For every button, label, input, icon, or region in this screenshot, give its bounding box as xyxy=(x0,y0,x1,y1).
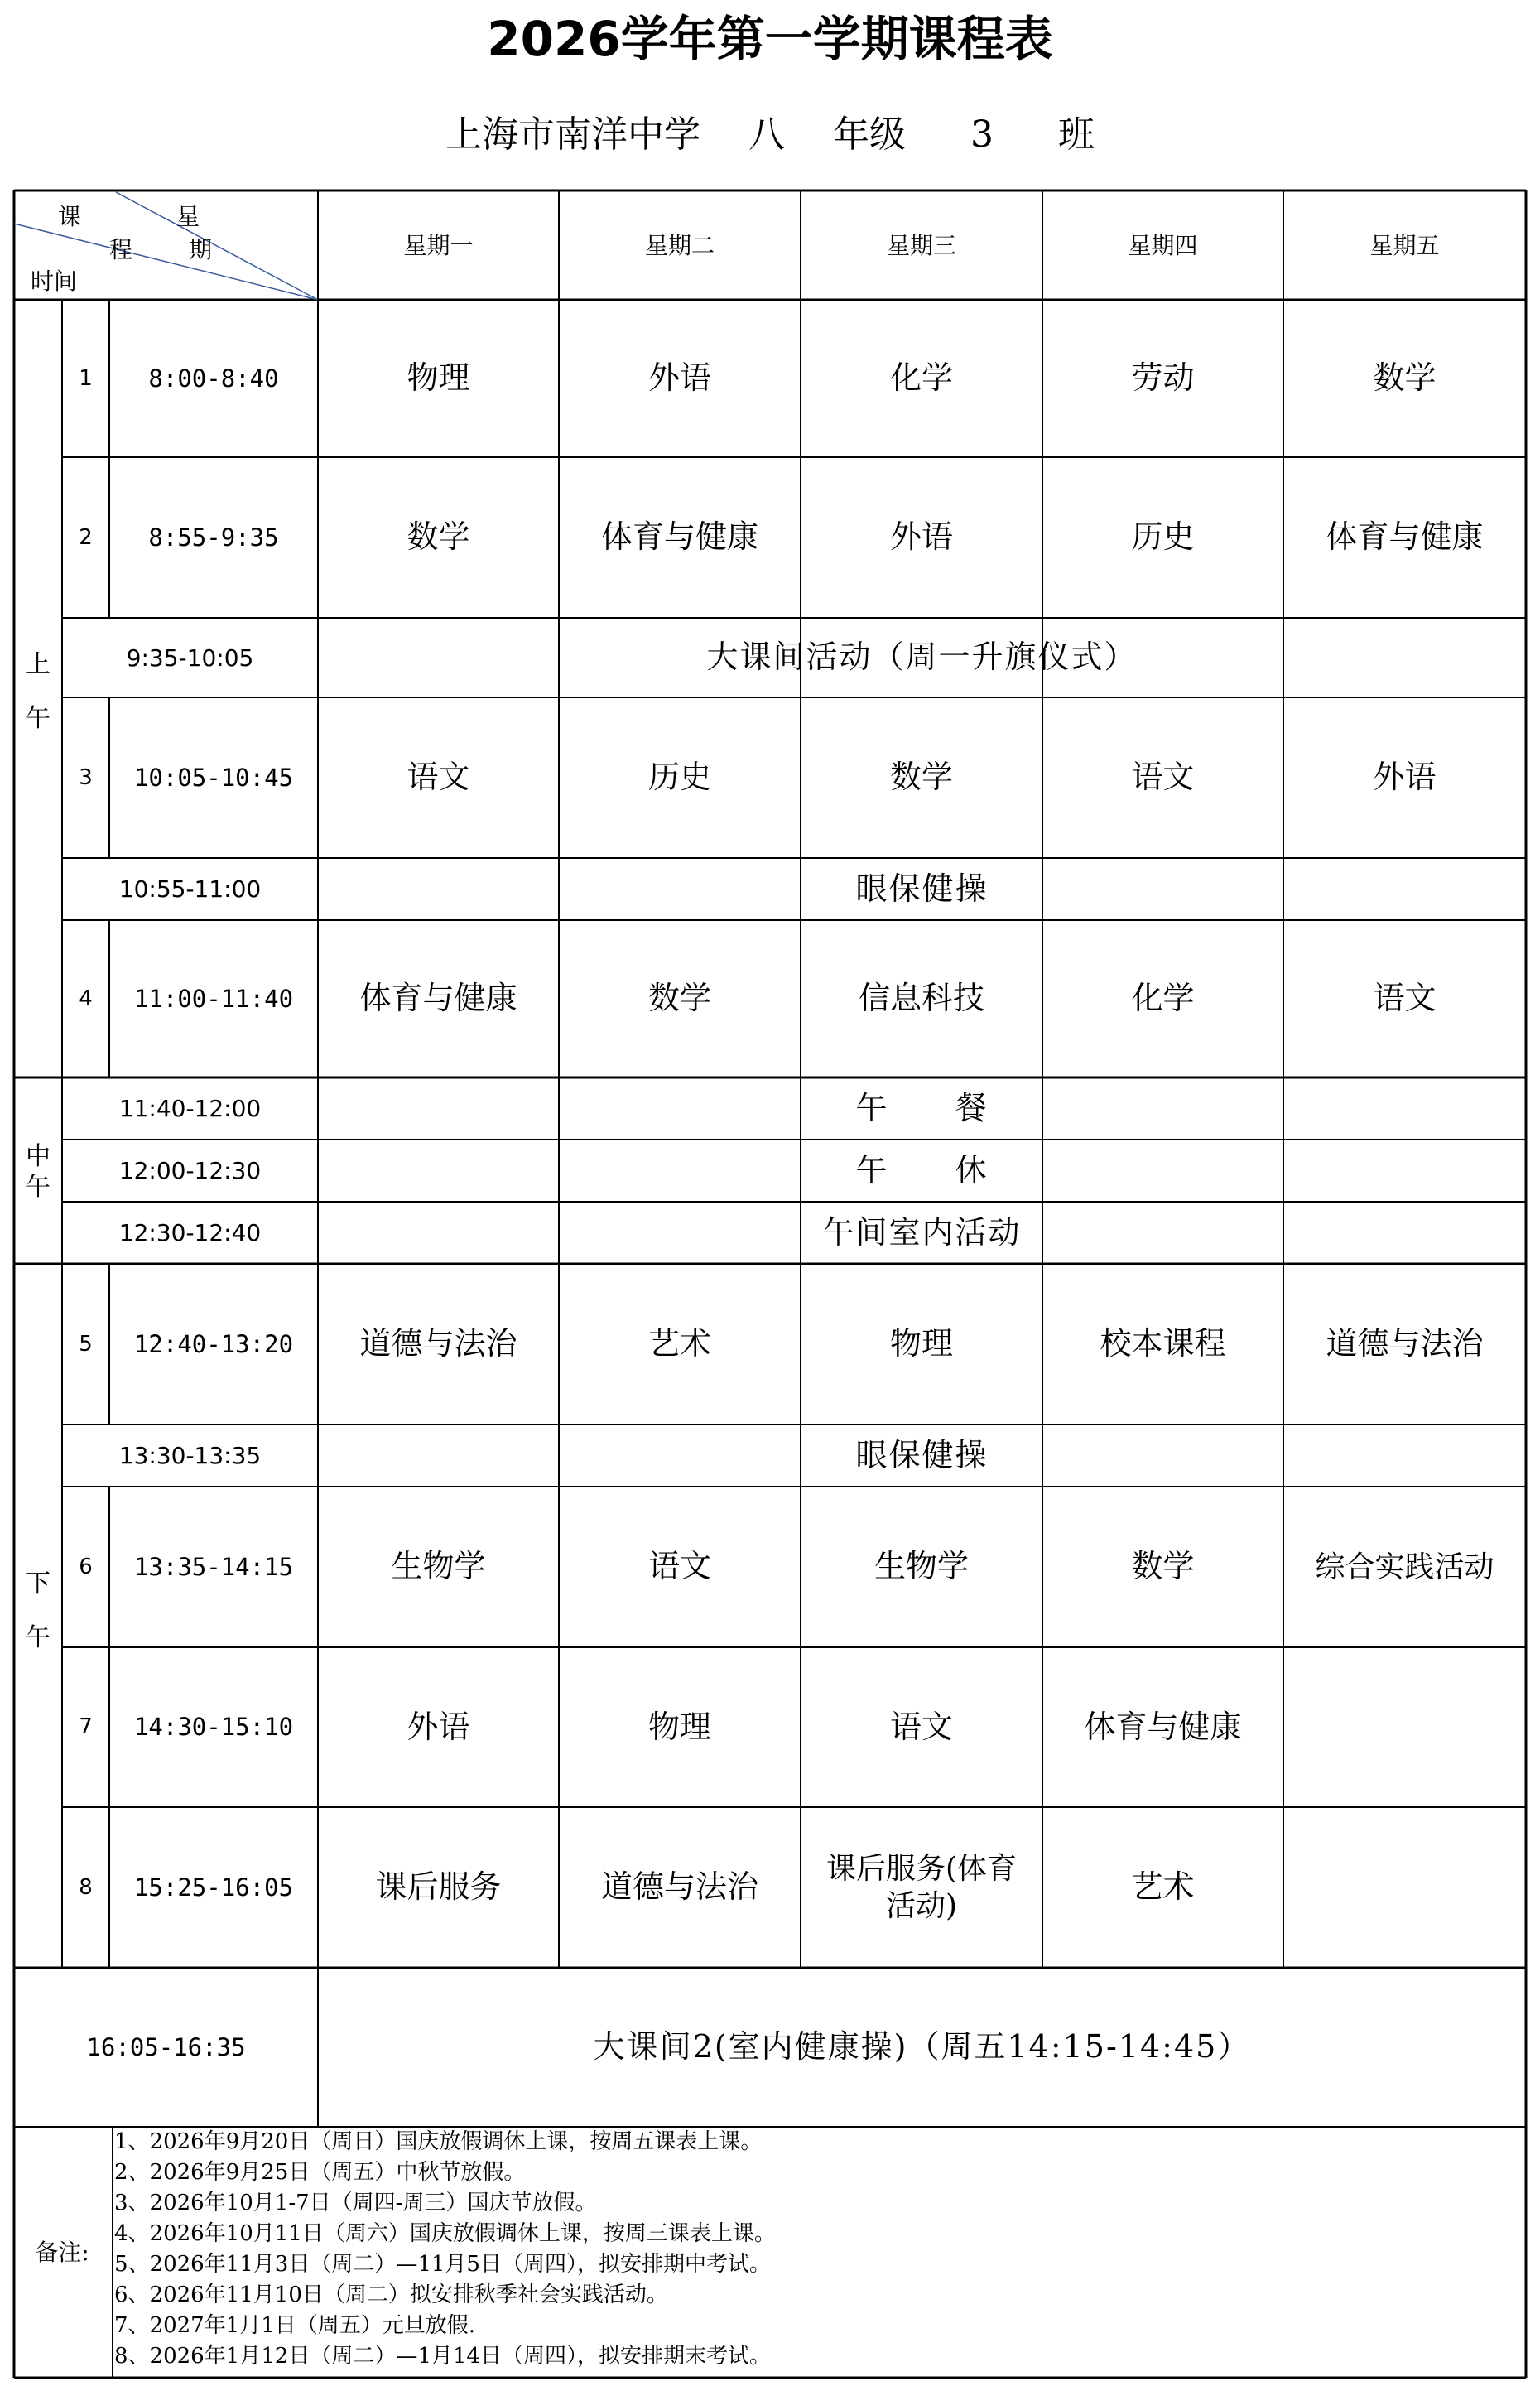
lesson-cell: 语文 xyxy=(1131,759,1195,796)
lesson-cell: 艺术 xyxy=(647,1325,711,1362)
band-label: 眼保健操 xyxy=(855,870,989,907)
page-title: 2026学年第一学期课程表 xyxy=(487,11,1053,67)
band-label: 午间室内活动 xyxy=(822,1213,1022,1251)
lesson-cell xyxy=(1283,1647,1526,1807)
day-header-mon: 星期一 xyxy=(403,231,474,259)
period-time: 13:35-14:15 xyxy=(133,1552,294,1581)
day-header-thu: 星期四 xyxy=(1128,231,1198,259)
day-header-wed: 星期三 xyxy=(886,231,956,259)
note-item: 3、2026年10月1-7日（周四-周三）国庆节放假。 xyxy=(114,2191,597,2215)
section-noon xyxy=(14,1139,62,1205)
lesson-cell: 体育与健康 xyxy=(600,518,758,556)
corner-shijian: 时间 xyxy=(31,268,78,295)
lesson-cell: 数学 xyxy=(889,759,953,796)
corner-xing: 星 xyxy=(176,203,200,230)
lesson-cell: 语文 xyxy=(407,759,470,796)
lesson-cell: 物理 xyxy=(407,359,470,397)
lesson-cell: 道德与法治 xyxy=(1326,1325,1484,1362)
lesson-cell: 综合实践活动 xyxy=(1315,1550,1494,1584)
lesson-cell: 化学 xyxy=(1131,980,1195,1017)
period-time: 8:55-9:35 xyxy=(148,523,279,552)
lesson-cell: 艺术 xyxy=(1131,1868,1195,1906)
lesson-cell: 数学 xyxy=(1373,359,1437,397)
day-header-tue: 星期二 xyxy=(644,231,715,259)
section-afternoon-1: 下 xyxy=(26,1569,51,1598)
period-number: 3 xyxy=(79,764,93,790)
period-time: 8:00-8:40 xyxy=(148,364,279,393)
lesson-cell: 信息科技 xyxy=(858,980,984,1017)
lesson-cell: 物理 xyxy=(647,1708,711,1745)
band-label: 眼保健操 xyxy=(855,1436,989,1473)
lesson-cell: 化学 xyxy=(889,359,953,397)
lesson-cell: 生物学 xyxy=(873,1548,969,1585)
section-noon-2: 午 xyxy=(26,1173,51,1202)
lesson-cell: 校本课程 xyxy=(1100,1325,1226,1362)
period-number: 1 xyxy=(79,365,93,391)
band-label: 午 餐 xyxy=(855,1089,989,1126)
section-morning xyxy=(14,638,62,745)
lesson-cell: 道德与法治 xyxy=(359,1325,517,1362)
lesson-cell: 体育与健康 xyxy=(1326,518,1484,556)
lesson-cell: 外语 xyxy=(647,359,711,397)
lesson-cell: 语文 xyxy=(647,1548,711,1585)
period-number: 8 xyxy=(79,1874,93,1900)
period-number: 2 xyxy=(79,524,93,550)
section-afternoon-2: 午 xyxy=(26,1623,51,1652)
section-afternoon xyxy=(14,1557,62,1665)
corner-cheng: 程 xyxy=(109,236,133,263)
period-time: 14:30-15:10 xyxy=(133,1713,294,1742)
lesson-cell: 外语 xyxy=(1373,759,1437,796)
band-label: 午 休 xyxy=(855,1151,989,1188)
band-time: 12:00-12:30 xyxy=(118,1157,262,1184)
lesson-cell: 语文 xyxy=(889,1708,953,1745)
grade-word: 年级 xyxy=(833,113,906,156)
band-time: 11:40-12:00 xyxy=(118,1095,262,1122)
note-item: 8、2026年1月12日（周二）—1月14日（周四），拟安排期末考试。 xyxy=(114,2344,771,2369)
lesson-cell: 劳动 xyxy=(1131,359,1195,397)
note-item: 7、2027年1月1日（周五）元旦放假. xyxy=(114,2313,476,2338)
section-morning-2: 午 xyxy=(26,704,51,733)
period-time: 12:40-13:20 xyxy=(133,1329,294,1358)
period-number: 7 xyxy=(79,1714,93,1740)
school-name: 上海市南洋中学 xyxy=(445,113,700,156)
note-item: 4、2026年10月11日（周六）国庆放假调休上课，按周三课表上课。 xyxy=(114,2221,776,2246)
corner-ke: 课 xyxy=(58,203,82,230)
lesson-cell: 外语 xyxy=(407,1708,470,1745)
period-time: 11:00-11:40 xyxy=(133,984,294,1013)
lesson-cell: 数学 xyxy=(1131,1548,1195,1585)
lesson-cell: 课后服务(体育活动) xyxy=(825,1852,1018,1923)
lesson-cell: 生物学 xyxy=(391,1548,486,1585)
lesson-cell: 历史 xyxy=(1131,518,1195,556)
day-header-fri: 星期五 xyxy=(1369,231,1440,259)
class-number: 3 xyxy=(970,113,994,156)
section-noon-1: 中 xyxy=(26,1141,51,1171)
band-time: 10:55-11:00 xyxy=(118,875,262,903)
lesson-cell: 历史 xyxy=(647,759,711,796)
section-morning-1: 上 xyxy=(26,649,51,679)
grade-value: 八 xyxy=(748,113,785,156)
lesson-cell: 体育与健康 xyxy=(1084,1708,1242,1745)
lesson-cell: 数学 xyxy=(647,980,711,1017)
band-time: 12:30-12:40 xyxy=(118,1219,262,1246)
lesson-cell: 课后服务 xyxy=(375,1868,502,1906)
band-time: 13:30-13:35 xyxy=(118,1442,262,1469)
band-time: 9:35-10:05 xyxy=(126,644,254,672)
period-number: 4 xyxy=(79,986,93,1011)
lesson-cell: 道德与法治 xyxy=(600,1868,758,1906)
period-number: 5 xyxy=(79,1331,93,1357)
lesson-cell: 外语 xyxy=(889,518,953,556)
note-item: 2、2026年9月25日（周五）中秋节放假。 xyxy=(114,2160,526,2185)
band-label: 大课间2(室内健康操)（周五14:15-14:45） xyxy=(593,2028,1251,2066)
lesson-cell xyxy=(1283,1807,1526,1968)
band-label: 大课间活动（周一升旗仪式） xyxy=(706,639,1138,676)
note-item: 6、2026年11月10日（周二）拟安排秋季社会实践活动。 xyxy=(114,2283,668,2307)
lesson-cell: 物理 xyxy=(889,1325,953,1362)
notes-label: 备注: xyxy=(35,2239,89,2266)
note-item: 1、2026年9月20日（周日）国庆放假调休上课，按周五课表上课。 xyxy=(114,2129,763,2154)
lesson-cell: 体育与健康 xyxy=(359,980,517,1017)
corner-qi: 期 xyxy=(189,236,213,263)
band-time: 16:05-16:35 xyxy=(86,2032,246,2061)
period-time: 10:05-10:45 xyxy=(133,763,294,792)
period-time: 15:25-16:05 xyxy=(133,1873,294,1902)
class-word: 班 xyxy=(1058,113,1095,156)
note-item: 5、2026年11月3日（周二）—11月5日（周四），拟安排期中考试。 xyxy=(114,2252,771,2277)
lesson-cell: 数学 xyxy=(407,518,470,556)
notes-list xyxy=(114,2127,1522,2372)
period-number: 6 xyxy=(79,1554,93,1579)
lesson-cell: 语文 xyxy=(1373,980,1437,1017)
